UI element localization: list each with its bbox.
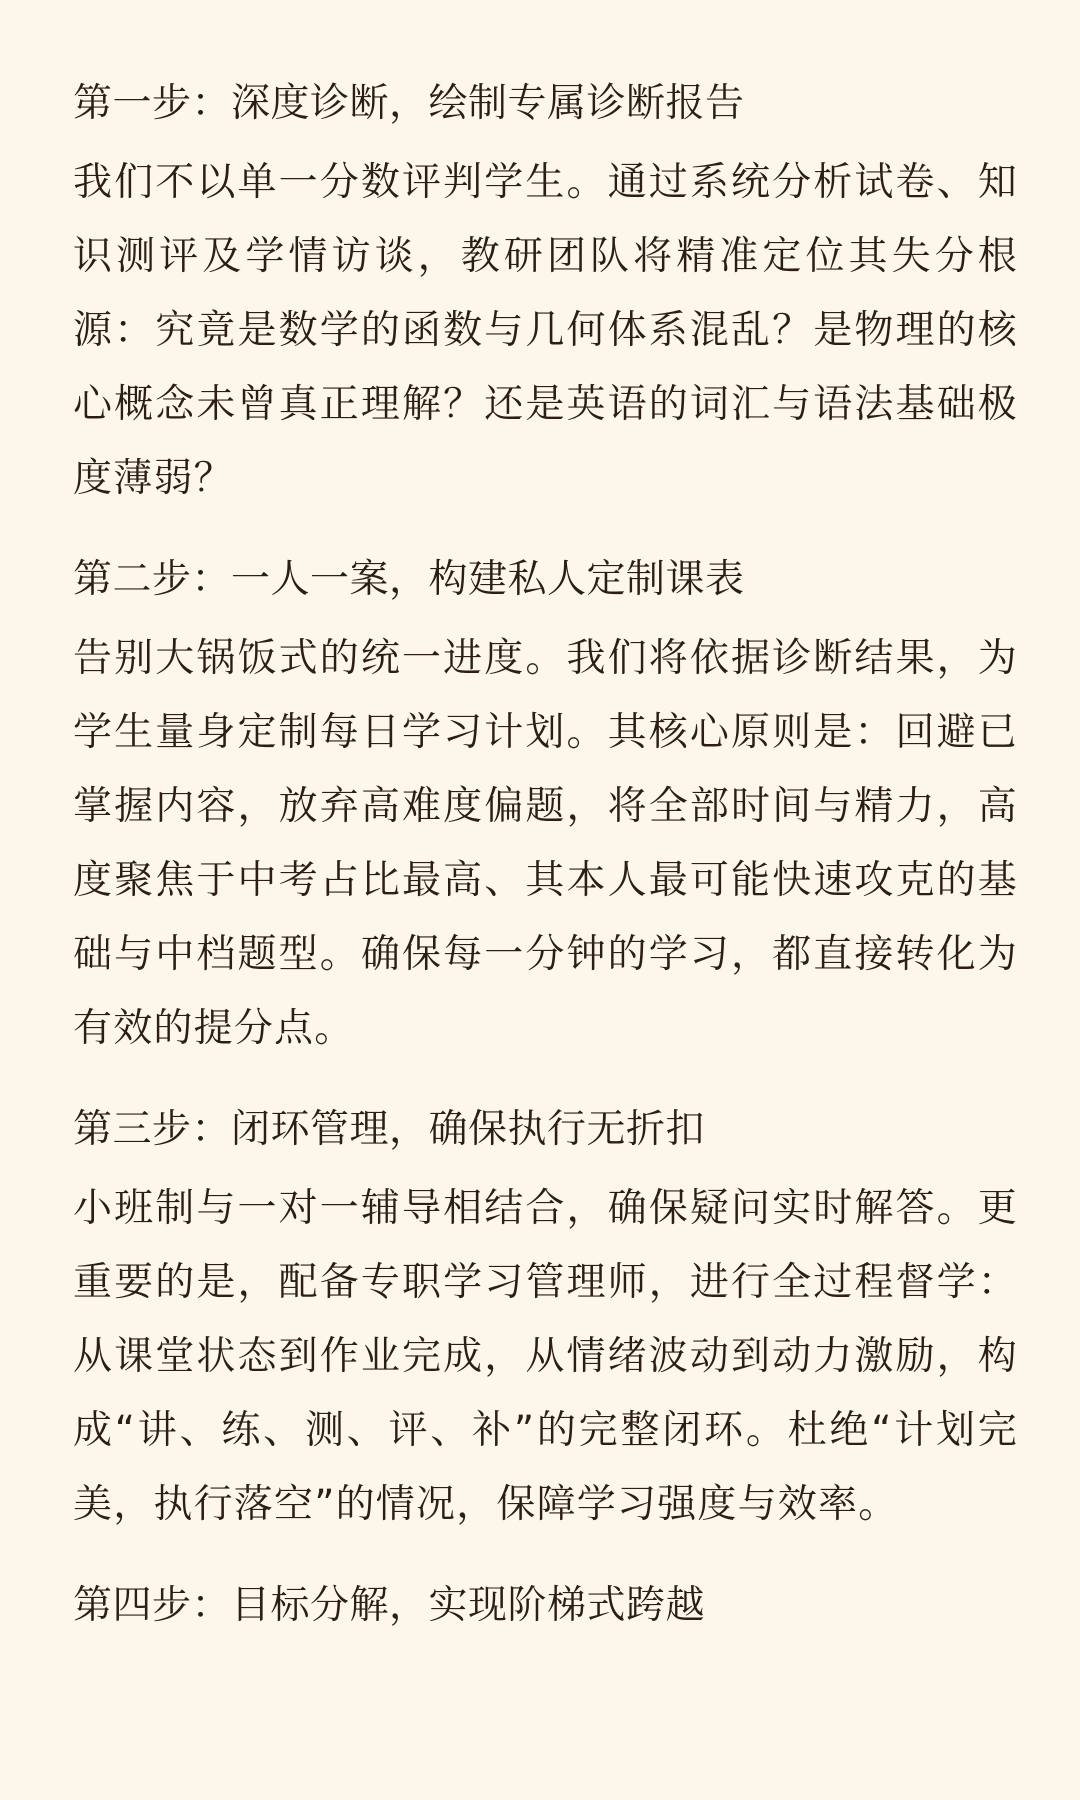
step-3-body: 小班制与一对一辅导相结合，确保疑问实时解答。更重要的是，配备专职学习管理师，进行全过程督学：从课堂状态到作业完成，从情绪波动到动力激励，构成“讲、练、测、评、补”的完整闭环。杜绝“计划完美，执行落空”的情况，保障学习强度与效率。 — [73, 1186, 1018, 1527]
step-2-body: 告别大锅饭式的统一进度。我们将依据诊断结果，为学生量身定制每日学习计划。其核心原则是：回避已掌握内容，放弃高难度偏题，将全部时间与精力，高度聚焦于中考占比最高、其本人最可能快速攻克的基础与中档题型。确保每一分钟的学习，都直接转化为有效的提分点。 — [73, 636, 1018, 1051]
step-3-title: 第三步：闭环管理，确保执行无折扣 — [73, 1107, 706, 1152]
step-3-section — [73, 1094, 1018, 1542]
step-4-section — [73, 1570, 1018, 1642]
step-2-title: 第二步：一人一案，构建私人定制课表 — [73, 557, 745, 602]
step-1-section — [73, 68, 1018, 516]
step-1-title: 第一步：深度诊断，绘制专属诊断报告 — [73, 81, 745, 126]
step-4-title: 第四步：目标分解，实现阶梯式跨越 — [73, 1583, 706, 1628]
step-2-section — [73, 544, 1018, 1066]
step-1-body: 我们不以单一分数评判学生。通过系统分析试卷、知识测评及学情访谈，教研团队将精准定位其失分根源：究竟是数学的函数与几何体系混乱？是物理的核心概念未曾真正理解？还是英语的词汇与语法基础极度薄弱？ — [73, 160, 1018, 501]
